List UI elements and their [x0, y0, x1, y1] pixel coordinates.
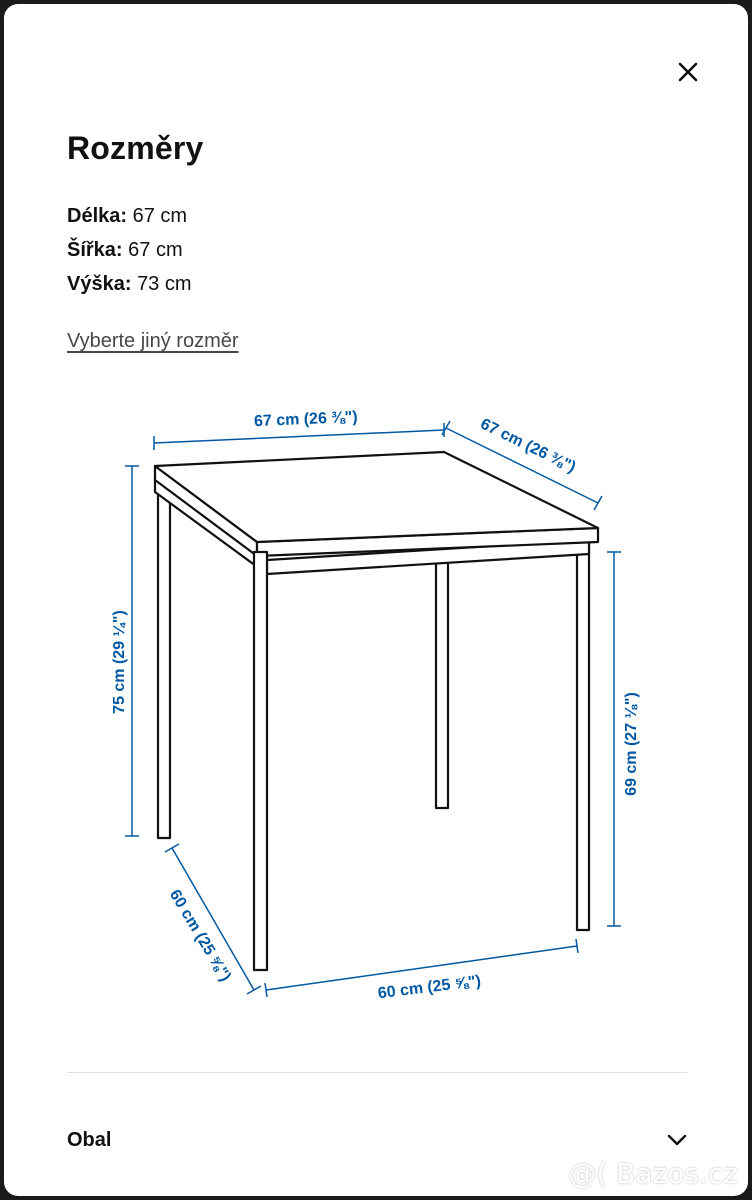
packaging-accordion[interactable]	[67, 1120, 687, 1160]
table-illustration	[155, 452, 598, 970]
dimensions-dialog	[4, 4, 748, 1196]
table-leg-back	[436, 562, 448, 808]
packaging-accordion-label: Obal	[67, 1128, 112, 1151]
dim-top-length: 67 cm (26 ⅜")	[253, 408, 358, 431]
dim-total-height: 75 cm (29 ¼")	[111, 610, 128, 714]
spec-length-value: 67 cm	[132, 205, 188, 227]
dim-top-depth: 67 cm (26 ⅜")	[477, 415, 579, 477]
watermark-logo: @( Bazos.cz	[568, 1157, 738, 1190]
chevron-down-icon	[667, 1134, 687, 1146]
dim-base-depth: 60 cm (25 ⅝")	[165, 886, 234, 985]
spec-width-value: 67 cm	[128, 239, 183, 261]
table-leg-front	[254, 552, 267, 970]
spec-height-value: 73 cm	[137, 273, 192, 295]
page-title: Rozměry	[67, 130, 204, 166]
spec-height-label: Výška:	[67, 273, 132, 295]
choose-other-size-link[interactable]: Vyberte jiný rozměr	[67, 330, 239, 352]
divider	[67, 1072, 687, 1073]
table-leg-left	[158, 488, 170, 838]
table-leg-right	[577, 540, 589, 930]
spec-length-label: Délka:	[67, 205, 128, 227]
dim-base-width: 60 cm (25 ⅝")	[376, 972, 482, 1003]
spec-width-label: Šířka:	[67, 239, 123, 261]
dim-leg-height: 69 cm (27 ⅛")	[623, 692, 640, 796]
table-dimension-diagram	[4, 4, 748, 1044]
